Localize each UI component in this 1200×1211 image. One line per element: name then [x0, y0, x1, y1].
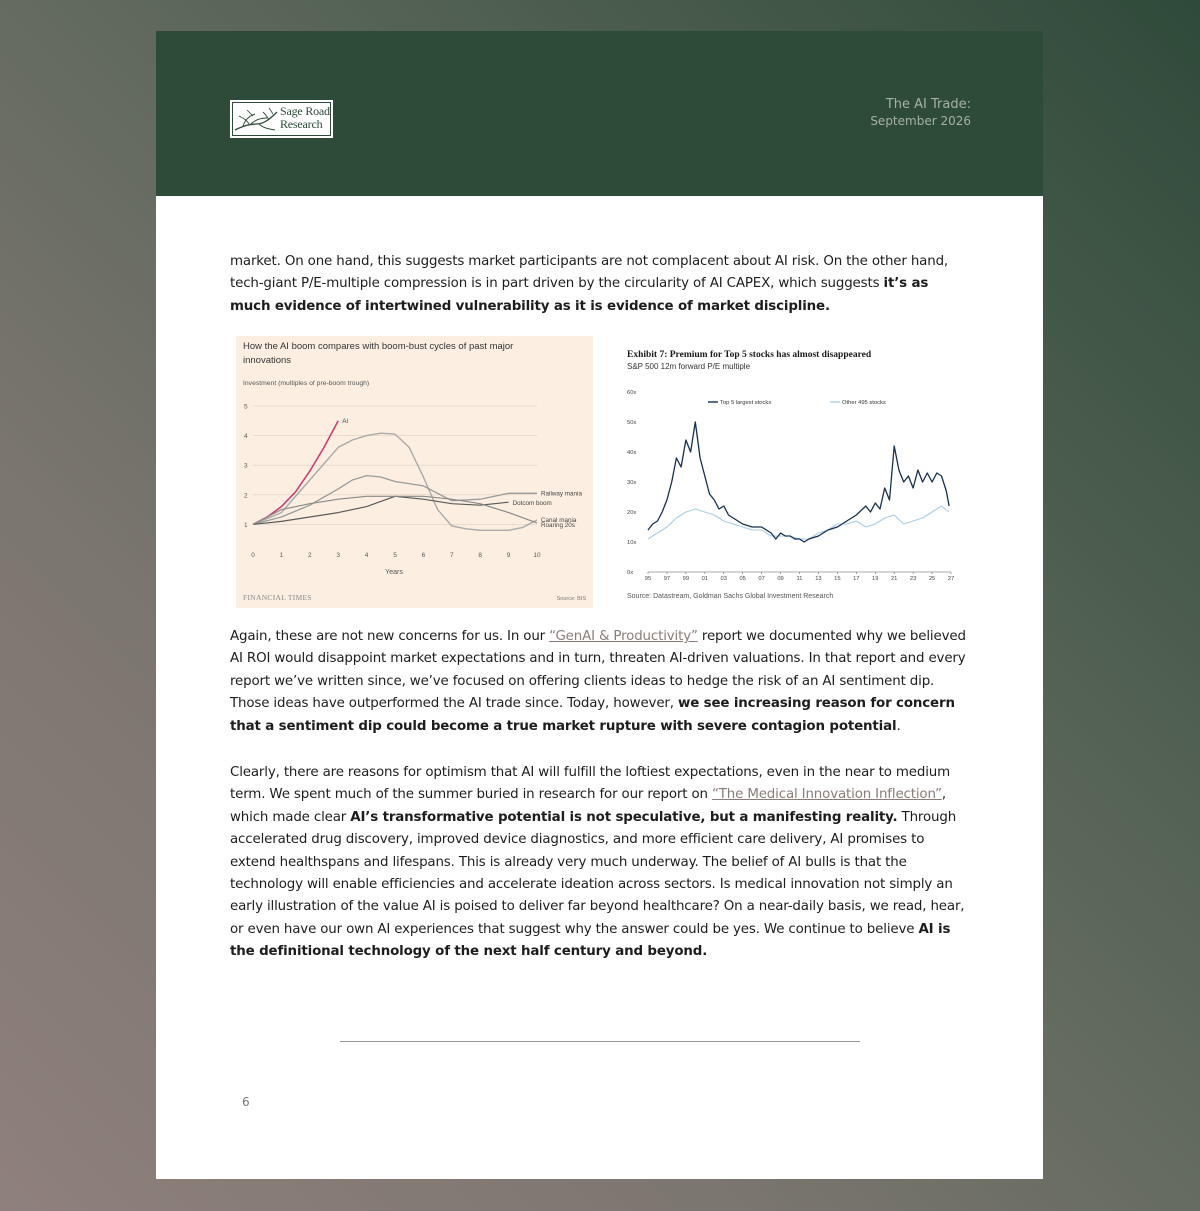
ft-series-label-dotcom-boom: Dotcom boom — [512, 500, 552, 508]
gs-chart-y-tick: 40x — [627, 450, 637, 456]
ft-chart-x-tick: 3 — [336, 552, 341, 559]
gs-chart-x-tick: 95 — [644, 576, 652, 582]
medical-innovation-report-link[interactable]: “The Medical Innovation Inflection” — [711, 787, 942, 803]
ft-chart-svg — [236, 336, 593, 608]
gs-chart-title: Exhibit 7: Premium for Top 5 stocks has almost disappeared — [627, 350, 872, 360]
paragraph-1-text: market. On one hand, this suggests market participants are not complacent about AI risk. On the other hand, tech-giant P/E-multiple compression is in part driven by the circularity of AI CAPEX, which suggests — [230, 254, 949, 292]
document-date: September 2026 — [870, 114, 971, 128]
ft-chart-x-tick: 1 — [279, 552, 284, 559]
document-title: The AI Trade: — [885, 97, 971, 112]
ft-series-label-ai: AI — [342, 417, 349, 425]
ft-chart-y-tick: 2 — [244, 492, 248, 500]
ft-chart-x-tick: 5 — [393, 552, 397, 559]
ft-chart-x-tick: 10 — [533, 552, 541, 559]
ft-chart-x-tick: 0 — [251, 552, 255, 559]
gs-chart-x-tick: 07 — [758, 576, 765, 582]
gs-chart-x-tick: 05 — [739, 576, 746, 582]
paragraph-1-bold: it’s as much evidence of intertwined vulnerability as it is evidence of market discipline. — [230, 276, 929, 314]
gs-legend-label-other: Other 495 stocks — [842, 400, 886, 406]
ft-series-line-ai — [253, 421, 338, 525]
ft-chart-x-tick: 4 — [364, 552, 369, 559]
ft-chart-title-line-2: innovations — [243, 355, 292, 366]
paragraph-3-bold-1: AI’s transformative potential is not speculative, but a manifesting reality. — [350, 809, 898, 825]
ft-chart-x-tick: 2 — [307, 552, 312, 559]
tree-branch-icon — [233, 104, 279, 134]
gs-chart-subtitle: S&P 500 12m forward P/E multiple — [627, 362, 751, 371]
gs-chart-x-tick: 27 — [947, 576, 955, 582]
ft-chart-x-tick: 6 — [421, 552, 426, 559]
paragraph-2-bold: we see increasing reason for concern that a sentiment dip could become a true market rupture with severe contagion potential — [230, 696, 955, 734]
gs-chart-source: Source: Datastream, Goldman Sachs Global Investment Research — [627, 593, 834, 600]
ft-chart-xlabel: Years — [385, 569, 403, 576]
gs-chart-x-tick: 03 — [720, 576, 727, 582]
ft-chart-ylabel: Investment (multiples of pre-boom trough) — [243, 380, 370, 387]
gs-chart-x-tick: 99 — [682, 576, 690, 582]
paragraph-3-text-b: , which made clear — [230, 787, 946, 825]
ft-chart-title-line-1: How the AI boom compares with boom-bust cycles of past major — [243, 341, 514, 352]
gs-chart-y-tick: 0x — [627, 570, 634, 576]
gs-series-line-other-495-stocks — [648, 506, 949, 539]
gs-legend-label-top5: Top 5 largest stocks — [720, 400, 772, 406]
ft-chart-y-tick: 4 — [244, 433, 248, 441]
ft-chart-source-left: FINANCIAL TIMES — [243, 593, 312, 602]
paragraph-3-text-c: Through accelerated drug discovery, improved device diagnostics, and more efficient care delivery, AI promises to extend healthspans and lifespans. This is already very much underway. The belief of AI bulls is that the technology will enable efficiencies and accelerate ideation across sectors. Is medical innovation not simply an early illustration of the value AI is poised to deliver far beyond healthcare? On a near-daily basis, we read, hear, or even have our own AI experiences that suggest why the answer could be yes. We continue to believe — [230, 809, 965, 937]
ft-chart-y-tick: 5 — [244, 403, 248, 411]
ft-chart-x-tick: 8 — [478, 552, 483, 559]
logo-line-1: Sage Road — [280, 104, 330, 118]
ft-chart-x-tick: 7 — [449, 552, 454, 559]
gs-chart-x-tick: 09 — [777, 576, 784, 582]
gs-chart-y-tick: 10x — [627, 540, 637, 546]
paragraph-3-text-a: Clearly, there are reasons for optimism that AI will fulfill the loftiest expectations, even in the near to medium term. We spent much of the summer buried in research for our report on — [230, 765, 951, 803]
page-number: 6 — [242, 1095, 250, 1109]
paragraph-2 — [230, 626, 972, 738]
ft-boom-bust-chart — [236, 336, 593, 608]
ft-series-label-roaring-20s: Roaring 20s — [541, 521, 575, 529]
logo-line-2: Research — [280, 117, 323, 131]
company-logo[interactable] — [229, 99, 334, 139]
header-banner — [156, 31, 1043, 196]
gs-pe-multiple-chart — [618, 336, 958, 608]
ft-chart-source-right: Source: BIS — [556, 596, 586, 602]
gs-chart-y-tick: 60x — [627, 390, 637, 396]
gs-chart-svg — [618, 336, 958, 608]
paragraph-2-text-c: . — [896, 718, 901, 734]
gs-chart-x-tick: 01 — [701, 576, 709, 582]
paragraph-3 — [230, 762, 972, 964]
gs-chart-x-tick: 97 — [663, 576, 671, 582]
footer-divider — [340, 1041, 860, 1042]
logo-wordmark — [280, 105, 330, 131]
ft-chart-y-tick: 1 — [244, 521, 248, 529]
gs-chart-x-tick: 19 — [872, 576, 879, 582]
ft-series-label-canal-mania: Canal mania — [541, 516, 577, 524]
document-page — [156, 31, 1043, 1179]
ft-series-line-roaring-20s — [253, 496, 537, 524]
gs-chart-y-tick: 20x — [627, 510, 637, 516]
paragraph-3-bold-2: AI is the definitional technology of the next half century and beyond. — [230, 921, 951, 960]
genai-productivity-report-link[interactable]: “GenAI & Productivity” — [549, 629, 698, 644]
paragraph-1 — [230, 251, 972, 318]
gs-chart-x-tick: 25 — [928, 576, 936, 582]
ft-chart-y-tick: 3 — [244, 462, 248, 470]
gs-chart-x-tick: 11 — [796, 576, 803, 582]
gs-chart-y-tick: 30x — [627, 480, 637, 486]
gs-chart-x-tick: 21 — [890, 576, 898, 582]
gs-chart-y-tick: 50x — [627, 420, 637, 426]
gs-chart-x-tick: 13 — [815, 576, 822, 582]
ft-series-line-railway-mania — [253, 476, 537, 525]
gs-chart-x-tick: 17 — [853, 576, 860, 582]
ft-chart-x-tick: 9 — [506, 552, 511, 559]
gs-chart-x-tick: 15 — [834, 576, 841, 582]
ft-series-label-railway-mania: Railway mania — [541, 490, 582, 498]
document-title-block — [870, 96, 971, 129]
paragraph-2-text-a: Again, these are not new concerns for us. In our — [230, 629, 550, 644]
paragraph-2-text-b: report we documented why we believed AI ROI would disappoint market expectations and in turn, threaten AI-driven valuations. In that report and every report we’ve written since, we’ve focused on offering clients ideas to hedge the risk of an AI sentiment dip. Those ideas have outperformed the AI trade since. Today, however, — [230, 629, 966, 712]
gs-chart-x-tick: 23 — [909, 576, 917, 582]
